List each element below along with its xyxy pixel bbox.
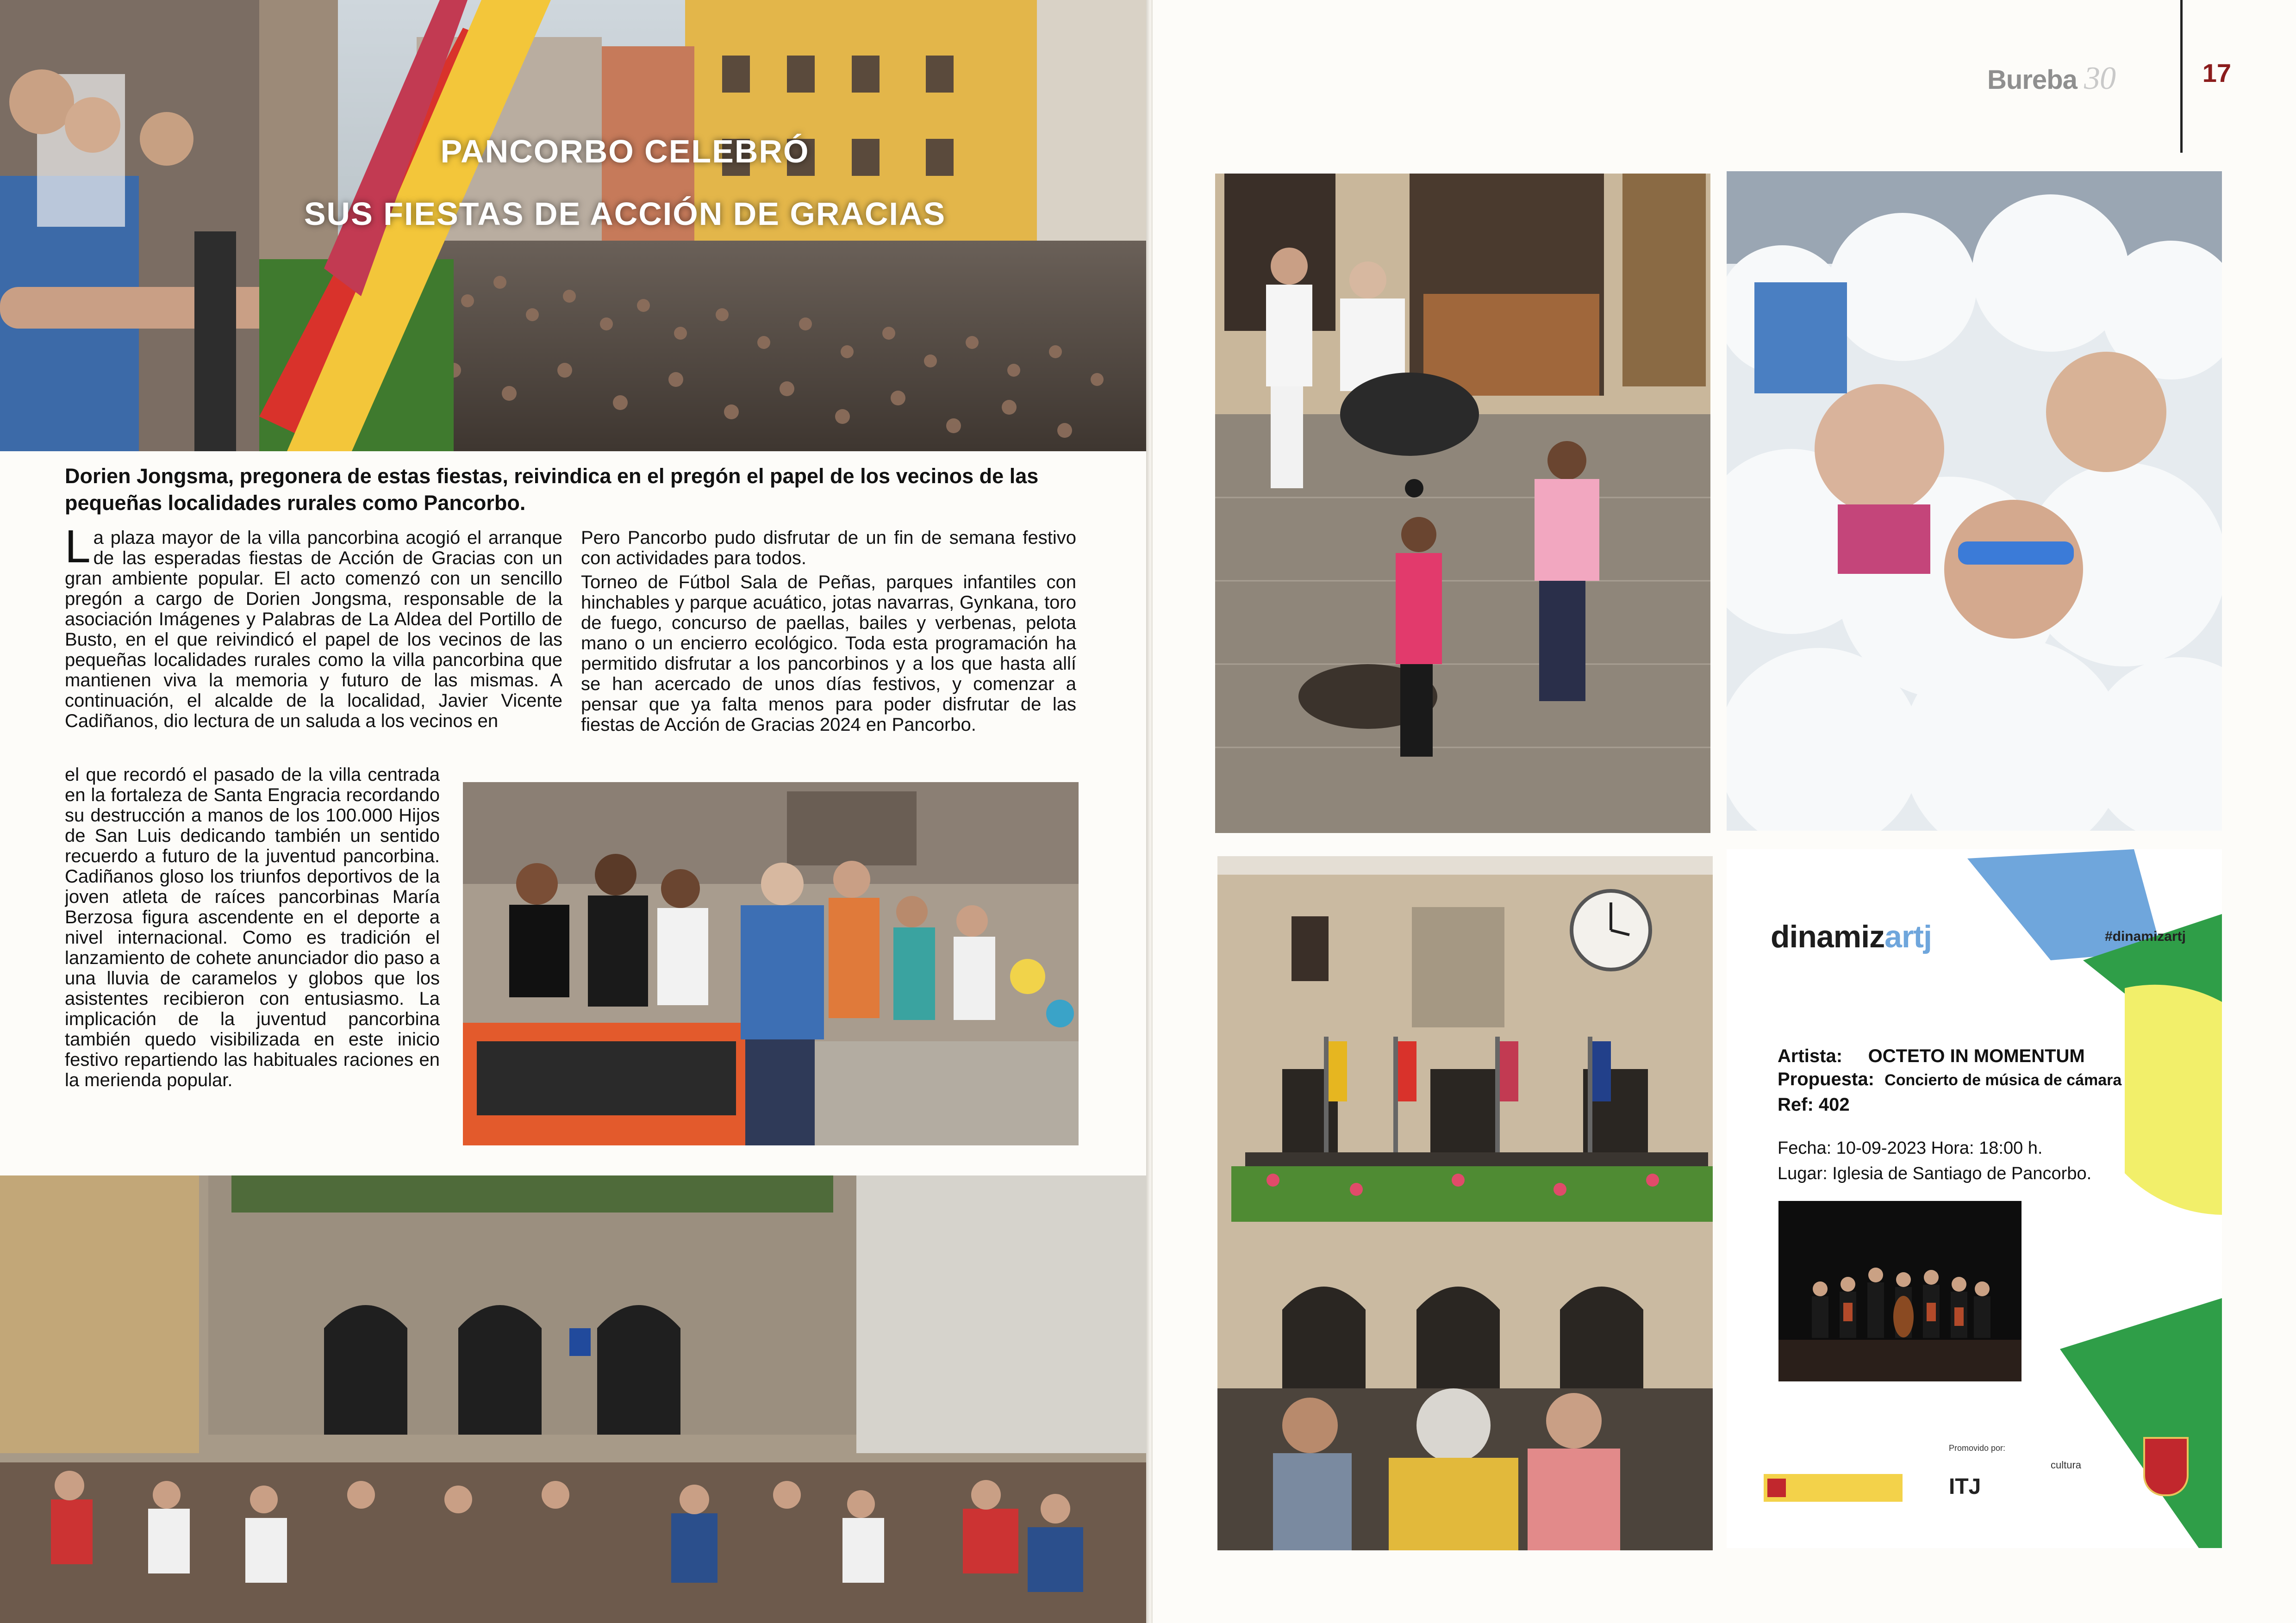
ref-row: Ref: 402 (1778, 1094, 1850, 1115)
article-subtitle: Dorien Jongsma, pregonera de estas fiestas, reivindica en el pregón el papel de los vecinos de las pequeñas localidades rurales como Pancorbo. (65, 464, 1039, 515)
concert-photo (1778, 1201, 2021, 1381)
proposal-label: Propuesta: (1778, 1069, 1874, 1089)
col2-paragraph-1: Pero Pancorbo pudo disfrutar de un fin de semana festivo con actividades para todos. (581, 528, 1076, 568)
logo-accent-text: artj (1884, 919, 1932, 954)
spain-flag-icon (1767, 1479, 1786, 1497)
place-line: Lugar: Iglesia de Santiago de Pancorbo. (1778, 1164, 2092, 1183)
brand-name: Bureba (1987, 65, 2077, 95)
proposal-row (1778, 1069, 2121, 1090)
article-column-1-top (65, 521, 562, 731)
headline-line-2: SUS FIESTAS DE ACCIÓN DE GRACIAS (304, 196, 946, 232)
itj-logo (1949, 1474, 2009, 1502)
article-headline (231, 120, 1018, 245)
ad-hashtag: #dinamizartj (2104, 929, 2186, 944)
foam-party-photo (1727, 171, 2222, 831)
headline-line-1: PANCORBO CELEBRÓ (440, 133, 810, 169)
pancorbo-coat-of-arms-icon (2143, 1437, 2189, 1496)
header-rule (2180, 0, 2183, 153)
article-column-1-bottom (65, 765, 440, 1153)
artist-row (1778, 1046, 2085, 1067)
date-time-line: Fecha: 10-09-2023 Hora: 18:00 h. (1778, 1138, 2043, 1158)
cultura-text: cultura (2051, 1459, 2082, 1471)
brand-number: 30 (2084, 61, 2115, 96)
artist-label: Artista: (1778, 1046, 1843, 1066)
itj-text: ITJ (1949, 1474, 1981, 1499)
promoted-by-label: Promovido por: (1949, 1443, 2006, 1453)
ayuntamiento-photo (1217, 856, 1713, 1550)
merienda-photo (463, 782, 1079, 1145)
logo-main-text: dinamiz (1771, 919, 1885, 954)
col1-paragraph-1: a plaza mayor de la villa pancorbina acogió el arranque de las esperadas fiestas de Acción de Gracias con un gran ambiente popular. El acto comenzó con un sencillo pregón a cargo de Dorien Jongsma, responsable de la asociación Imágenes y Palabras de La Aldea del Portillo de Busto, en el que reivindicó el papel de los vecinos de las pequeñas localidades rurales como la villa pancorbina que mantienen viva la memoria y futuro de las mismas. A continuación, el alcalde de la localidad, Javier Vicente Cadiñanos, dio lectura de un saluda a los vecinos en (65, 528, 562, 731)
magazine-brand (1987, 60, 2115, 97)
col2-paragraph-2: Torneo de Fútbol Sala de Peñas, parques infantiles con hinchables y parque acuático, jotas navarras, Gynkana, toro de fuego, concurso de paellas, bailes y verbenas, pelota mano o un encierro ecológico. Toda esta programación ha permitido disfrutar a los pancorbinos y a los que hasta allí se han acercado de unos días festivos, y comenzar a pensar que ya falta menos para poder disfrutar de las fiestas de Acción de Gracias 2024 en Pancorbo. (581, 572, 1076, 735)
page-number: 17 (2202, 58, 2231, 87)
proposal-value: Concierto de música de cámara (1884, 1071, 2122, 1089)
group-plaza-photo (0, 1175, 1148, 1623)
ad-sponsor-logos (1764, 1437, 2199, 1516)
dinamizartj-logo (1771, 919, 1932, 955)
spain-government-logo (1764, 1474, 1903, 1502)
article-column-2 (581, 528, 1076, 735)
encierro-ecologico-photo (1215, 174, 1710, 833)
dinamizartj-ad (1727, 849, 2222, 1548)
drop-cap: L (65, 521, 91, 572)
col1-paragraph-2: el que recordó el pasado de la villa centrada en la fortaleza de Santa Engracia recordando su destrucción a manos de los 100.000 Hijos de San Luis dedicando también un sentido recuerdo a futuro de la juventud pancorbina. Cadiñanos gloso los triunfos deportivos de la joven atleta de raíces pancorbinas María Berzosa figura ascendente en el deporte a nivel internacional. Como es tradición el lanzamiento de cohete anunciador dio paso a una lluvia de caramelos y globos que los asistentes recibieron con entusiasmo. La implicación de la juventud pancorbina también quedo visibilizada en este inicio festivo repartiendo las habituales raciones en la merienda popular. (65, 765, 440, 1090)
cultura-logo (2051, 1460, 2088, 1511)
artist-value: OCTETO IN MOMENTUM (1868, 1046, 2085, 1066)
